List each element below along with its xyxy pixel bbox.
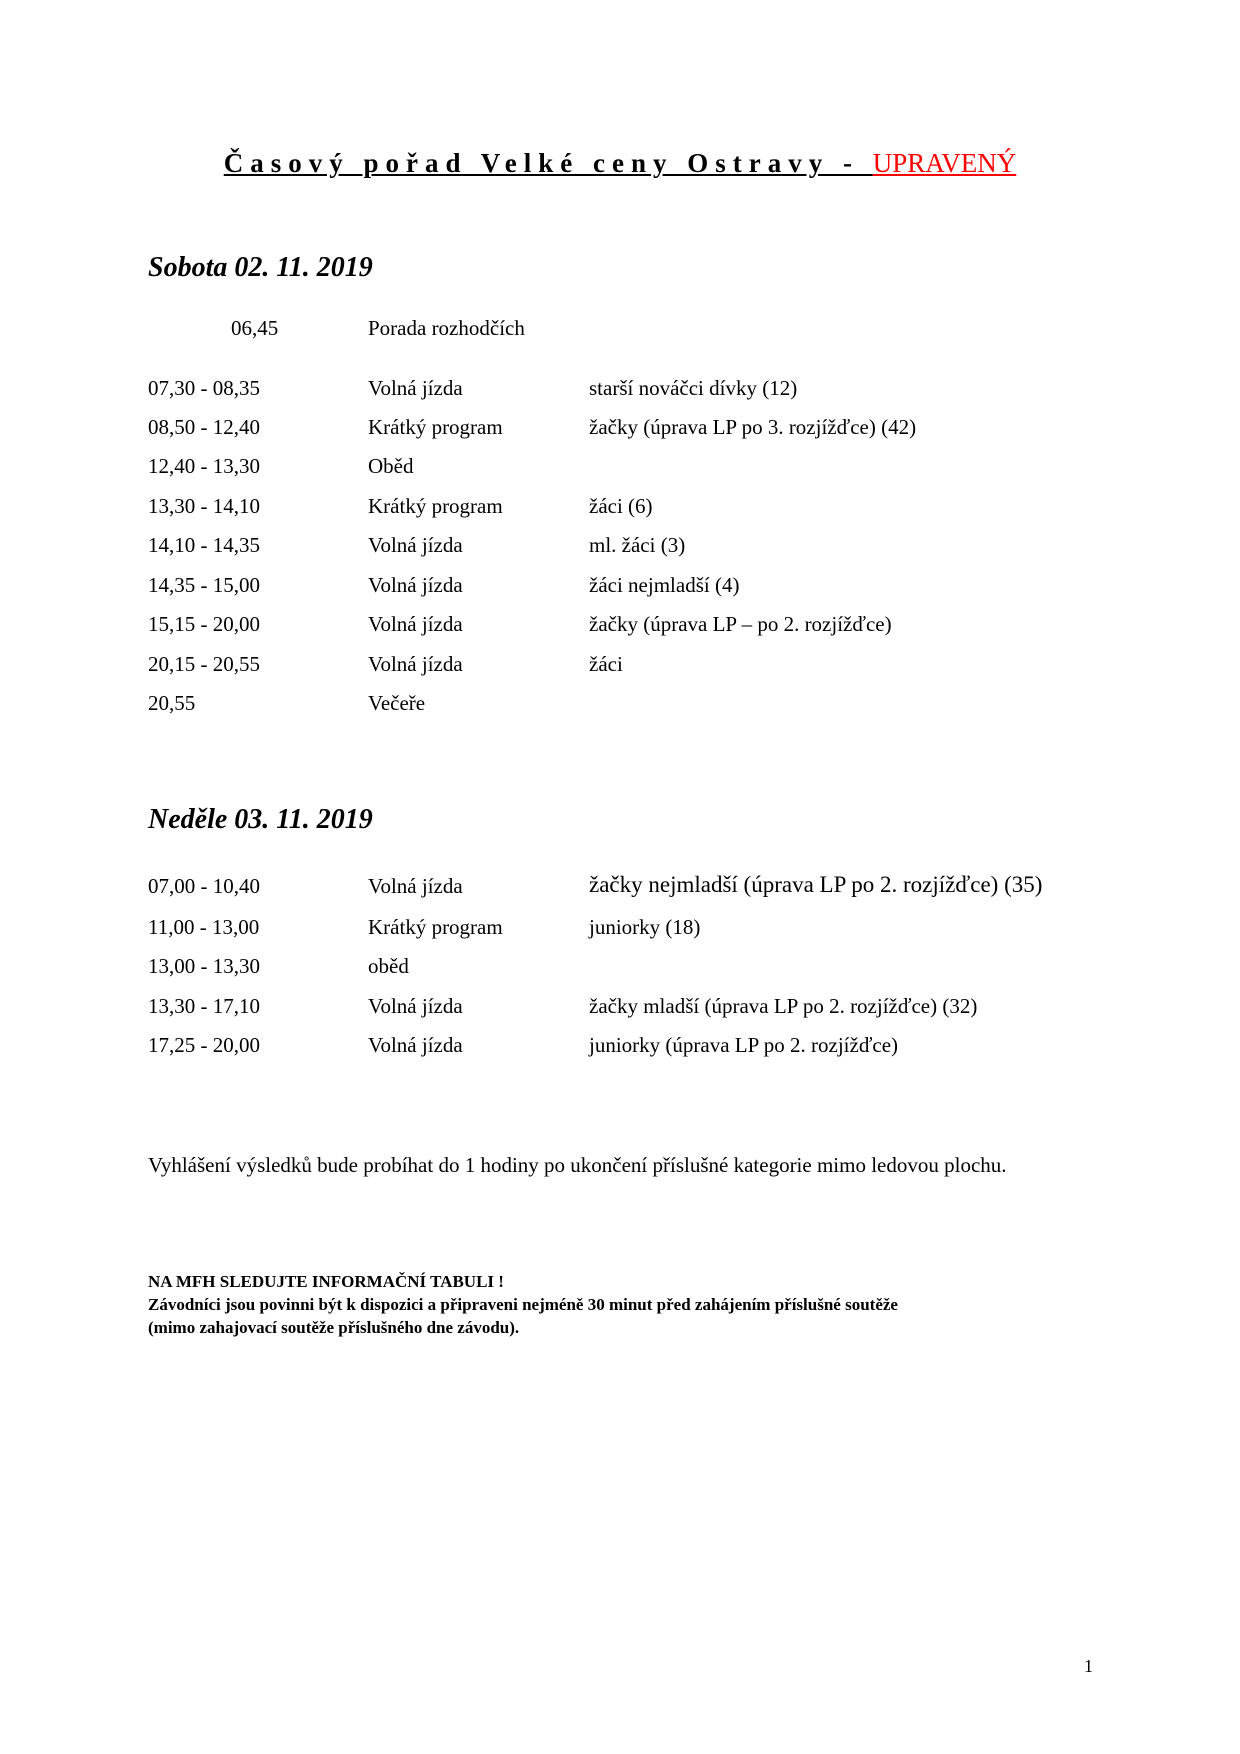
row-activity: Volná jízda [368,1033,463,1057]
row-activity: Volná jízda [368,612,463,636]
page-number: 1 [1084,1656,1093,1676]
row-time: 17,25 - 20,00 [148,1033,260,1057]
title-main: Časový pořad Velké ceny Ostravy - [223,148,873,178]
title-highlight: UPRAVENÝ [872,148,1017,178]
row-category: starší nováčci dívky (12) [589,376,798,400]
row-category: žačky (úprava LP – po 2. rozjížďce) [589,612,892,636]
row-time: 15,15 - 20,00 [148,612,260,636]
row-activity: Volná jízda [368,376,463,400]
notice-block [148,1270,898,1339]
row-category: žačky mladší (úprava LP po 2. rozjížďce) (32) [589,994,978,1018]
row-activity: Krátký program [368,494,503,518]
row-time: 07,00 - 10,40 [148,874,260,898]
row-category: juniorky (18) [589,915,701,939]
row-activity: Volná jízda [368,874,463,898]
row-category: žáci nejmladší (4) [589,573,740,597]
row-category: žačky nejmladší (úprava LP po 2. rozjížďce) (35) [589,872,1043,897]
row-time: 11,00 - 13,00 [148,915,260,939]
results-note: Vyhlášení výsledků bude probíhat do 1 hodiny po ukončení příslušné kategorie mimo ledovou plochu. [148,1153,1007,1177]
row-time: 14,10 - 14,35 [148,533,260,557]
row-activity: Oběd [368,454,414,478]
row-activity: Večeře [368,691,426,715]
row-category: ml. žáci (3) [589,533,686,557]
row-time: 08,50 - 12,40 [148,415,260,439]
row-activity: oběd [368,954,409,978]
row-time: 06,45 [231,316,279,340]
row-category: žáci (6) [589,494,653,518]
page-title [0,148,1240,179]
row-activity: Krátký program [368,915,503,939]
row-time: 07,30 - 08,35 [148,376,260,400]
row-time: 13,30 - 14,10 [148,494,260,518]
notice-line-1: NA MFH SLEDUJTE INFORMAČNÍ TABULI ! [148,1272,504,1291]
notice-line-3: (mimo zahajovací soutěže příslušného dne závodu). [148,1318,520,1337]
row-time: 14,35 - 15,00 [148,573,260,597]
row-activity: Volná jízda [368,994,463,1018]
row-time: 20,55 [148,691,196,715]
row-activity: Porada rozhodčích [368,316,525,340]
sunday-heading: Neděle 03. 11. 2019 [148,804,373,835]
row-category: žačky (úprava LP po 3. rozjížďce) (42) [589,415,917,439]
row-category: žáci [589,652,623,676]
row-category: juniorky (úprava LP po 2. rozjížďce) [589,1033,899,1057]
row-time: 20,15 - 20,55 [148,652,260,676]
row-activity: Volná jízda [368,652,463,676]
row-activity: Volná jízda [368,533,463,557]
saturday-heading: Sobota 02. 11. 2019 [148,252,373,283]
row-time: 13,00 - 13,30 [148,954,260,978]
row-activity: Volná jízda [368,573,463,597]
notice-line-2: Závodníci jsou povinni být k dispozici a připraveni nejméně 30 minut před zahájením příslušné soutěže [148,1295,898,1314]
row-time: 13,30 - 17,10 [148,994,260,1018]
row-time: 12,40 - 13,30 [148,454,260,478]
row-activity: Krátký program [368,415,503,439]
